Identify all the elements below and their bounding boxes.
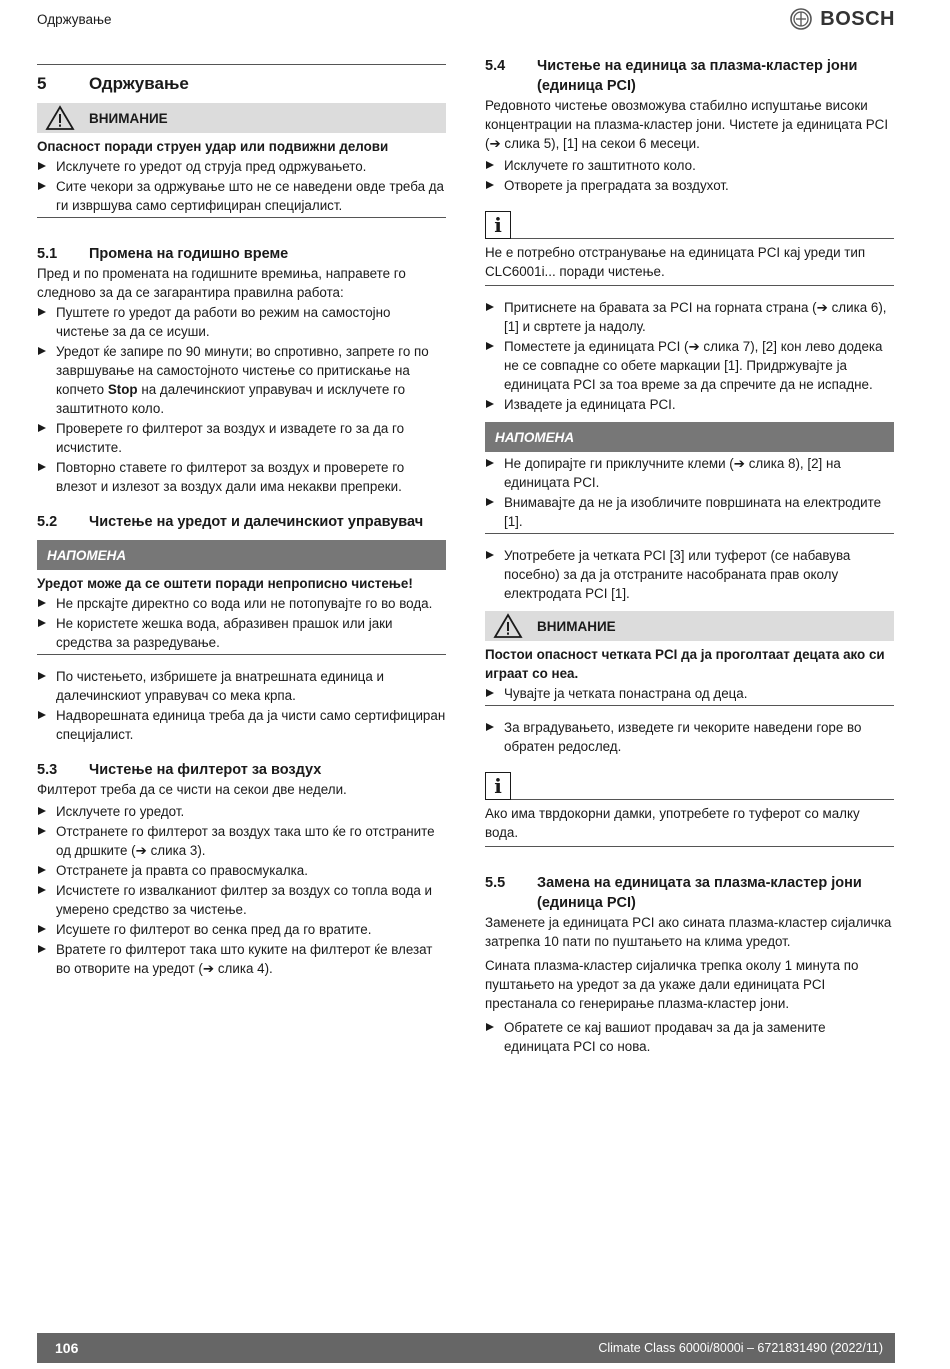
chapter-number: 5 xyxy=(37,74,47,93)
list-item: Проверете го филтерот за воздух и извадете го за да го исчистите. xyxy=(37,419,446,457)
steps-list xyxy=(37,303,446,496)
warning-list xyxy=(485,684,894,703)
warning-banner xyxy=(485,611,894,641)
note-banner: НАПОМЕНА xyxy=(485,422,894,452)
info-box xyxy=(485,770,894,847)
warning-block xyxy=(485,645,894,706)
list-item: Отстранете го филтерот за воздух така што ќе го отстраните од дршките (➔ слика 3). xyxy=(37,822,446,860)
list-item: По чистењето, избришете ја внатрешната единица и далечинскиот управувач со мека крпа. xyxy=(37,667,446,705)
list-item xyxy=(37,342,446,418)
list-item: Исклучете го уредот од струја пред одржувањето. xyxy=(37,157,446,176)
section-number: 5.5 xyxy=(485,875,506,891)
list-item: Отворете ја преградата за воздухот. xyxy=(485,176,894,195)
page-header xyxy=(37,8,895,32)
list-item: За вградувањето, изведете ги чекорите наведени горе во обратен редослед. xyxy=(485,718,894,756)
paragraph: Сината плазма-кластер сијаличка трепка околу 1 минута по пуштањето на уредот за да укаже дали единицата PCI престанала со генерирање плазма-кластер јони. xyxy=(485,958,859,1011)
list-item: Отстранете ја правта со правосмукалка. xyxy=(37,861,446,880)
chapter-heading xyxy=(37,64,446,95)
brand-name: BOSCH xyxy=(820,7,895,30)
steps-list xyxy=(37,667,446,744)
note-list xyxy=(37,594,446,652)
steps-list xyxy=(485,718,894,756)
section-title: Чистење на филтерот за воздух xyxy=(89,762,322,778)
section-number: 5.3 xyxy=(37,762,58,778)
title-line: (единица PCI) xyxy=(537,78,636,94)
list-item: Вратете го филтерот така што куките на филтерот ќе влезат во отворите на уредот (➔ слика 4). xyxy=(37,940,446,978)
warning-banner xyxy=(37,103,446,133)
info-icon: i xyxy=(485,772,511,800)
title-line: Чистење на единица за плазма-кластер јони xyxy=(537,58,858,74)
paragraph: Пред и по промената на годишните времиња, направете го следново за да се загарантира правилна работа: xyxy=(37,266,406,300)
bosch-armature-icon xyxy=(790,8,812,30)
info-text: Не е потребно отстранување на единицата PCI кај уреди тип CLC6001i... поради чистење. xyxy=(485,239,894,286)
warning-label: ВНИМАНИЕ xyxy=(537,618,616,634)
warning-triangle-icon xyxy=(45,105,75,131)
title-line: Замена на единицата за плазма-кластер јони xyxy=(537,875,862,891)
paragraph: Заменете ја единицата PCI ако сината плазма-кластер сијаличка затрепка 10 пати по пуштањето на клима уредот. xyxy=(485,915,892,949)
warning-label: ВНИМАНИЕ xyxy=(89,110,168,126)
list-item: Повторно ставете го филтерот за воздух и проверете го влезот и излезот за воздух дали има некакви препреки. xyxy=(37,458,446,496)
note-block xyxy=(485,454,894,534)
section-heading-5-1 xyxy=(37,244,446,264)
list-item: Сите чекори за одржување што не се наведени овде треба да ги извршува само сертифициран специјалист. xyxy=(37,177,446,215)
list-item: Исушете го филтерот во сенка пред да го вратите. xyxy=(37,920,446,939)
section-heading-5-5 xyxy=(485,873,894,913)
info-text: Ако има тврдокорни дамки, употребете го туферот со малку вода. xyxy=(485,800,894,847)
list-item: Не користете жешка вода, абразивен прашок или јаки средства за разредување. xyxy=(37,614,446,652)
list-item: Пуштете го уредот да работи во режим на самостојно чистење за да се исуши. xyxy=(37,303,446,341)
page-footer xyxy=(37,1333,895,1363)
list-item: Не прскајте директно со вода или не потопувајте го во вода. xyxy=(37,594,446,613)
steps-list xyxy=(485,1018,894,1056)
text-run: на далечинскиот управувач и исклучете го заштитното коло. xyxy=(56,382,406,416)
note-banner: НАПОМЕНА xyxy=(37,540,446,570)
right-column xyxy=(485,56,894,1056)
list-item: Извадете ја единицата PCI. xyxy=(485,395,894,414)
list-item: Исклучете го уредот. xyxy=(37,802,446,821)
steps-list xyxy=(37,802,446,978)
list-item: Не допирајте ги приклучните клеми (➔ слика 8), [2] на единицата PCI. xyxy=(485,454,894,492)
info-box xyxy=(485,209,894,286)
section-title xyxy=(537,873,862,913)
list-item: Употребете ја четката PCI [3] или туферот (се набавува посебно) за да ја отстраните насобраната прав околу електродата PCI [1]. xyxy=(485,546,894,603)
note-block xyxy=(37,574,446,655)
note-text: Уредот може да се оштети поради непрописно чистење! xyxy=(37,576,413,591)
note-list xyxy=(485,454,894,531)
warning-list xyxy=(37,157,446,215)
document-reference: Climate Class 6000i/8000i – 6721831490 (2022/11) xyxy=(598,1340,883,1355)
list-item: Притиснете на бравата за PCI на горната страна (➔ слика 6), [1] и свртете ја надолу. xyxy=(485,298,894,336)
warning-text: Постои опасност четката PCI да ја проголтаат децата ако си играат со неа. xyxy=(485,647,885,681)
stop-key-label: Stop xyxy=(107,382,138,397)
section-title: Промена на годишно време xyxy=(89,246,289,262)
list-item: Исчистете го извалканиот филтер за воздух со топла вода и умерено средство за чистење. xyxy=(37,881,446,919)
title-line: (единица PCI) xyxy=(537,895,636,911)
list-item: Внимавајте да не ја изобличите површината на електродите [1]. xyxy=(485,493,894,531)
paragraph: Редовното чистење овозможува стабилно испуштање високи концентрации на плазма-кластер јони. Чистете ја единицата PCI (➔ слика 5), [1] на секои 6 месеци. xyxy=(485,98,889,151)
page-number: 106 xyxy=(55,1339,79,1356)
section-heading-5-3 xyxy=(37,760,446,780)
steps-list xyxy=(485,298,894,414)
section-title xyxy=(537,56,857,96)
section-heading-5-4 xyxy=(485,56,894,96)
section-number: 5.4 xyxy=(485,58,506,74)
running-header-title: Одржување xyxy=(37,12,112,27)
text-run: Уредот ќе запире по 90 минути; во спротивно, запрете го по завршување на самостојното чистење со притискање на копчето xyxy=(56,344,429,397)
section-number: 5.1 xyxy=(37,246,58,262)
paragraph: Филтерот треба да се чисти на секои две недели. xyxy=(37,782,347,797)
left-column xyxy=(37,56,446,978)
steps-list xyxy=(485,546,894,603)
section-heading-5-2 xyxy=(37,512,446,532)
steps-list xyxy=(485,156,894,195)
warning-triangle-icon xyxy=(493,613,523,639)
list-item: Поместете ја единицата PCI (➔ слика 7), [2] кон лево додека не се совпадне со обете маркации [1]. Придржувајте ја единицата PCI за тоа време за да спречите да не испадне. xyxy=(485,337,894,394)
section-number: 5.2 xyxy=(37,514,58,530)
warning-block xyxy=(37,137,446,218)
list-item: Надворешната единица треба да ја чисти само сертифициран специјалист. xyxy=(37,706,446,744)
section-title: Чистење на уредот и далечинскиот управувач xyxy=(89,514,424,530)
brand-logo xyxy=(790,8,895,30)
list-item: Обратете се кај вашиот продавач за да ја замените единицата PCI со нова. xyxy=(485,1018,894,1056)
warning-text: Опасност поради струен удар или подвижни делови xyxy=(37,139,389,154)
info-icon: i xyxy=(485,211,511,239)
list-item: Чувајте ја четката понастрана од деца. xyxy=(485,684,894,703)
chapter-title: Одржување xyxy=(89,74,189,93)
list-item: Исклучете го заштитното коло. xyxy=(485,156,894,175)
